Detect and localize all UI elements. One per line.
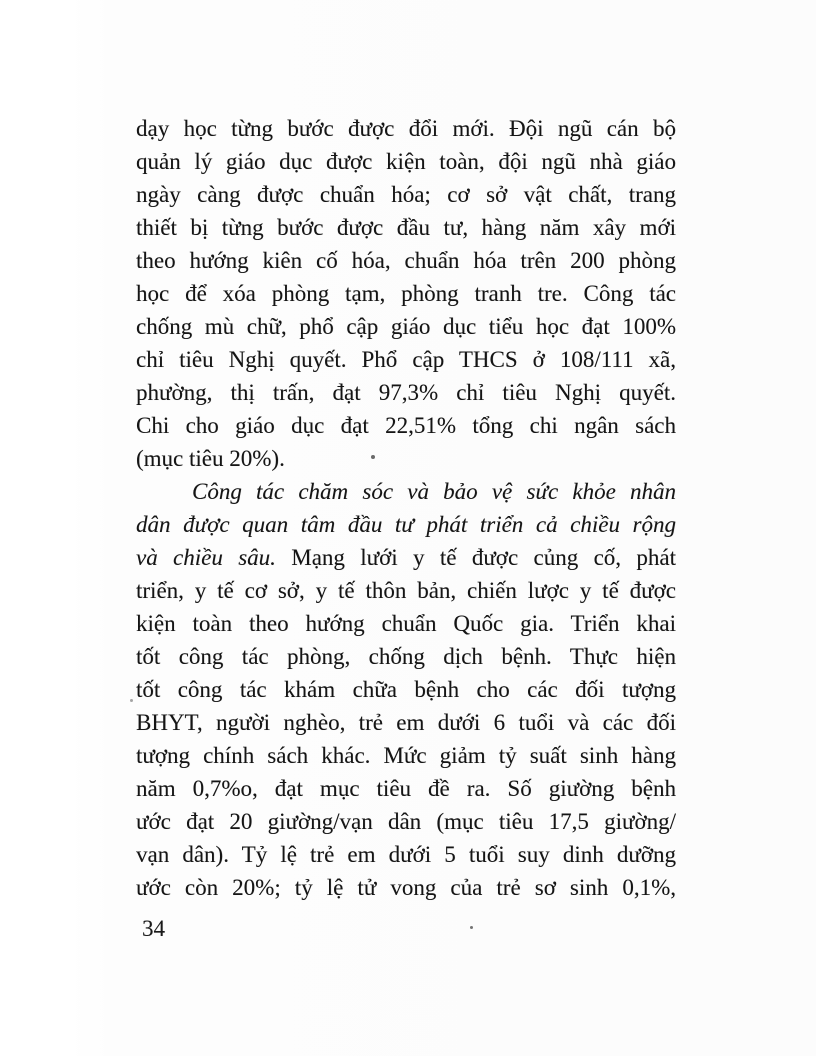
text-line (136, 178, 676, 211)
text-line-roman: triển, y tế cơ sở, y tế thôn bản, chiến lược y tế được (136, 578, 676, 603)
text-line (136, 244, 676, 277)
text-line (136, 211, 676, 244)
text-line-roman: ước đạt 20 giường/vạn dân (mục tiêu 17,5 giường/ (136, 809, 676, 834)
text-line-roman: thiết bị từng bước được đầu tư, hàng năm xây mới (136, 215, 676, 240)
text-line (136, 706, 676, 739)
text-line (136, 475, 676, 508)
text-line (136, 640, 676, 673)
text-line-roman: chống mù chữ, phổ cập giáo dục tiểu học đạt 100% (136, 314, 676, 339)
text-line-roman: ước còn 20%; tỷ lệ tử vong của trẻ sơ sinh 0,1%, (136, 875, 676, 900)
text-line-italic: Công tác chăm sóc và bảo vệ sức khỏe nhân (192, 479, 676, 504)
scan-speck (371, 455, 375, 459)
text-line-roman: Chi cho giáo dục đạt 22,51% tổng chi ngân sách (136, 413, 676, 438)
text-line-roman: kiện toàn theo hướng chuẩn Quốc gia. Triển khai (136, 611, 676, 636)
text-line-roman: theo hướng kiên cố hóa, chuẩn hóa trên 200 phòng (136, 248, 676, 273)
text-line (136, 871, 676, 904)
text-line-roman: tốt công tác khám chữa bệnh cho các đối tượng (136, 677, 676, 702)
page-text (136, 112, 676, 904)
text-line-roman: (mục tiêu 20%). (136, 446, 285, 471)
text-line (136, 772, 676, 805)
text-line (136, 376, 676, 409)
page-number: 34 (142, 916, 165, 941)
text-line (136, 145, 676, 178)
text-line-roman: BHYT, người nghèo, trẻ em dưới 6 tuổi và các đối (136, 710, 676, 735)
text-line (136, 277, 676, 310)
text-line (136, 673, 676, 706)
text-line (136, 508, 676, 541)
text-line-italic: dân được quan tâm đầu tư phát triển cả chiều rộng (136, 512, 676, 537)
text-line-roman: ngày càng được chuẩn hóa; cơ sở vật chất, trang (136, 182, 676, 207)
text-line-roman: vạn dân). Tỷ lệ trẻ em dưới 5 tuổi suy dinh dưỡng (136, 842, 676, 867)
text-line-roman: năm 0,7%o, đạt mục tiêu đề ra. Số giường bệnh (136, 776, 676, 801)
text-line (136, 805, 676, 838)
text-line-roman: dạy học từng bước được đổi mới. Đội ngũ cán bộ (136, 116, 676, 141)
text-line-roman: Mạng lưới y tế được củng cố, phát (275, 545, 676, 570)
text-line (136, 607, 676, 640)
text-line-roman: quản lý giáo dục được kiện toàn, đội ngũ nhà giáo (136, 149, 676, 174)
text-line (136, 310, 676, 343)
text-line (136, 541, 676, 574)
text-line (136, 442, 676, 475)
text-line (136, 574, 676, 607)
text-line-roman: học để xóa phòng tạm, phòng tranh tre. Công tác (136, 281, 676, 306)
text-line-roman: phường, thị trấn, đạt 97,3% chỉ tiêu Nghị quyết. (136, 380, 676, 405)
scan-speck (470, 926, 473, 929)
text-line (136, 739, 676, 772)
text-line-italic: và chiều sâu. (136, 545, 276, 570)
text-line-roman: tốt công tác phòng, chống dịch bệnh. Thực hiện (136, 644, 676, 669)
text-line (136, 838, 676, 871)
text-line (136, 343, 676, 376)
text-line-roman: chỉ tiêu Nghị quyết. Phổ cập THCS ở 108/111 xã, (136, 347, 676, 372)
text-line (136, 112, 676, 145)
scan-speck (130, 699, 133, 702)
text-line (136, 409, 676, 442)
text-line-roman: tượng chính sách khác. Mức giảm tỷ suất sinh hàng (136, 743, 676, 768)
